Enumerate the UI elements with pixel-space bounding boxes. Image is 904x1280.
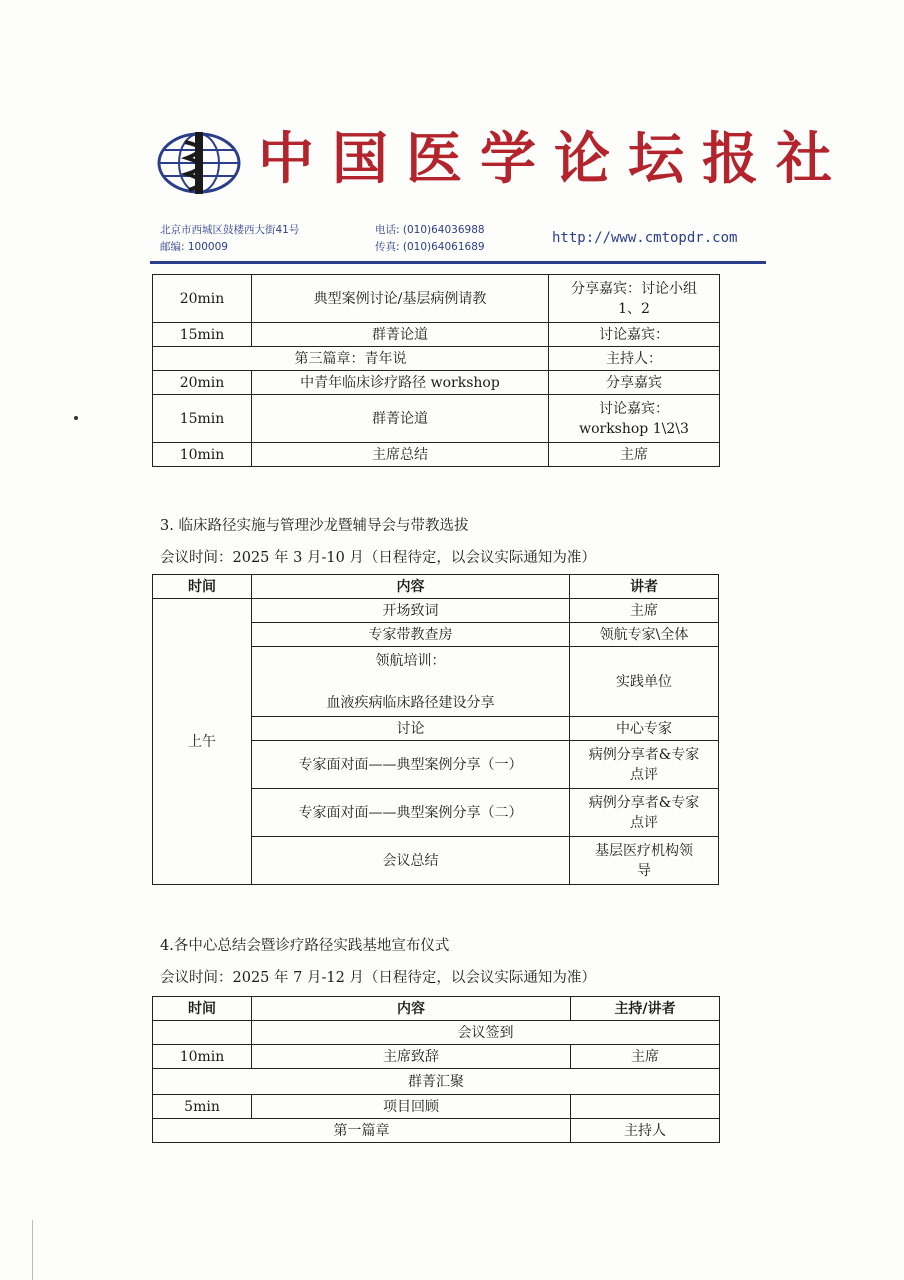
website[interactable]: http://www.cmtopdr.com <box>552 230 738 246</box>
content-cell: 开场致词 <box>252 599 570 623</box>
speaker-cell: 主席 <box>549 443 720 467</box>
fax: 传真: (010)64061689 <box>375 241 485 253</box>
section-heading-cell: 群菁汇聚 <box>153 1069 720 1095</box>
table-row <box>153 599 719 623</box>
header-speaker: 讲者 <box>570 575 719 599</box>
speaker-cell: 分享嘉宾 <box>549 371 720 395</box>
section3-title: 3. 临床路径实施与管理沙龙暨辅导会与带教选拔 <box>160 518 469 534</box>
content-cell: 会议总结 <box>252 837 570 885</box>
section-heading-cell: 第三篇章：青年说 <box>153 347 549 371</box>
speaker-cell: 实践单位 <box>570 647 719 717</box>
content-cell: 专家带教查房 <box>252 623 570 647</box>
header-time: 时间 <box>153 997 252 1021</box>
table-row <box>153 395 720 443</box>
time-cell: 20min <box>153 275 252 323</box>
speaker-cell <box>570 789 719 837</box>
time-cell: 5min <box>153 1095 252 1119</box>
speaker-cell <box>549 275 720 323</box>
table-row <box>153 1021 720 1045</box>
speaker-cell <box>570 741 719 789</box>
table-row <box>153 371 720 395</box>
speaker-cell <box>571 1095 720 1119</box>
speaker-line: 点评 <box>630 814 658 831</box>
speaker-cell: 主席 <box>570 599 719 623</box>
section3-time: 会议时间：2025 年 3 月-10 月（日程待定，以会议实际通知为准） <box>160 550 596 566</box>
speaker-line: 病例分享者&专家 <box>588 794 700 811</box>
content-cell: 讨论 <box>252 717 570 741</box>
section4-table <box>152 996 720 1143</box>
speaker-cell: 主席 <box>571 1045 720 1069</box>
agenda-table-continued <box>152 274 720 467</box>
caduceus-globe-logo-icon <box>155 130 243 196</box>
speaker-line: 讨论嘉宾： <box>599 400 669 417</box>
section3-table <box>152 574 719 885</box>
address: 北京市西城区鼓楼西大街41号 <box>160 224 300 236</box>
postcode: 邮编: 100009 <box>160 241 228 253</box>
speaker-line: workshop 1\2\3 <box>579 420 689 437</box>
table-row <box>153 347 720 371</box>
content-cell: 项目回顾 <box>252 1095 571 1119</box>
scan-speck <box>74 416 78 420</box>
speaker-line: 分享嘉宾：讨论小组 <box>571 280 697 297</box>
header-time: 时间 <box>153 575 252 599</box>
table-row <box>153 275 720 323</box>
content-cell: 中青年临床诊疗路径 workshop <box>252 371 549 395</box>
table-row <box>153 323 720 347</box>
table-row <box>153 1045 720 1069</box>
speaker-line: 点评 <box>630 766 658 783</box>
time-cell: 15min <box>153 323 252 347</box>
time-cell: 20min <box>153 371 252 395</box>
time-cell <box>153 1021 252 1045</box>
content-cell: 专家面对面——典型案例分享（一） <box>252 741 570 789</box>
content-cell: 群菁论道 <box>252 395 549 443</box>
speaker-cell: 主持人： <box>549 347 720 371</box>
speaker-cell: 主持人 <box>571 1119 720 1143</box>
time-cell: 15min <box>153 395 252 443</box>
header-content: 内容 <box>252 575 570 599</box>
header-content: 内容 <box>252 997 571 1021</box>
content-cell: 会议签到 <box>252 1021 720 1045</box>
speaker-cell <box>570 837 719 885</box>
header-rule <box>150 261 766 264</box>
header-speaker: 主持/讲者 <box>571 997 720 1021</box>
speaker-line: 导 <box>637 862 651 879</box>
table-header-row <box>153 997 720 1021</box>
content-line: 领航培训： <box>375 652 446 669</box>
section4-title: 4.各中心总结会暨诊疗路径实践基地宣布仪式 <box>160 938 450 954</box>
phone-block <box>375 222 485 256</box>
content-cell: 主席总结 <box>252 443 549 467</box>
table-row <box>153 1119 720 1143</box>
content-cell: 群菁论道 <box>252 323 549 347</box>
content-cell: 专家面对面——典型案例分享（二） <box>252 789 570 837</box>
table-row <box>153 1095 720 1119</box>
letterhead <box>150 118 850 268</box>
speaker-line: 1、2 <box>618 300 650 317</box>
speaker-line: 病例分享者&专家 <box>588 746 700 763</box>
phone: 电话: (010)64036988 <box>375 224 485 236</box>
speaker-cell <box>549 395 720 443</box>
time-cell: 10min <box>153 1045 252 1069</box>
table-row <box>153 1069 720 1095</box>
section4-time: 会议时间：2025 年 7 月-12 月（日程待定，以会议实际通知为准） <box>160 970 596 986</box>
section-heading-cell: 第一篇章 <box>153 1119 571 1143</box>
speaker-cell: 领航专家\全体 <box>570 623 719 647</box>
content-line: 血液疾病临床路径建设分享 <box>326 694 495 711</box>
content-cell: 典型案例讨论/基层病例请教 <box>252 275 549 323</box>
period-cell: 上午 <box>153 599 252 885</box>
speaker-cell: 中心专家 <box>570 717 719 741</box>
org-name: 中国医学论坛报社 <box>258 127 850 192</box>
address-block <box>160 222 299 256</box>
content-cell <box>252 647 570 717</box>
content-cell: 主席致辞 <box>252 1045 571 1069</box>
speaker-line: 基层医疗机构领 <box>595 842 693 859</box>
table-header-row <box>153 575 719 599</box>
scan-edge-line <box>32 1220 33 1280</box>
table-row <box>153 443 720 467</box>
speaker-cell: 讨论嘉宾： <box>549 323 720 347</box>
time-cell: 10min <box>153 443 252 467</box>
